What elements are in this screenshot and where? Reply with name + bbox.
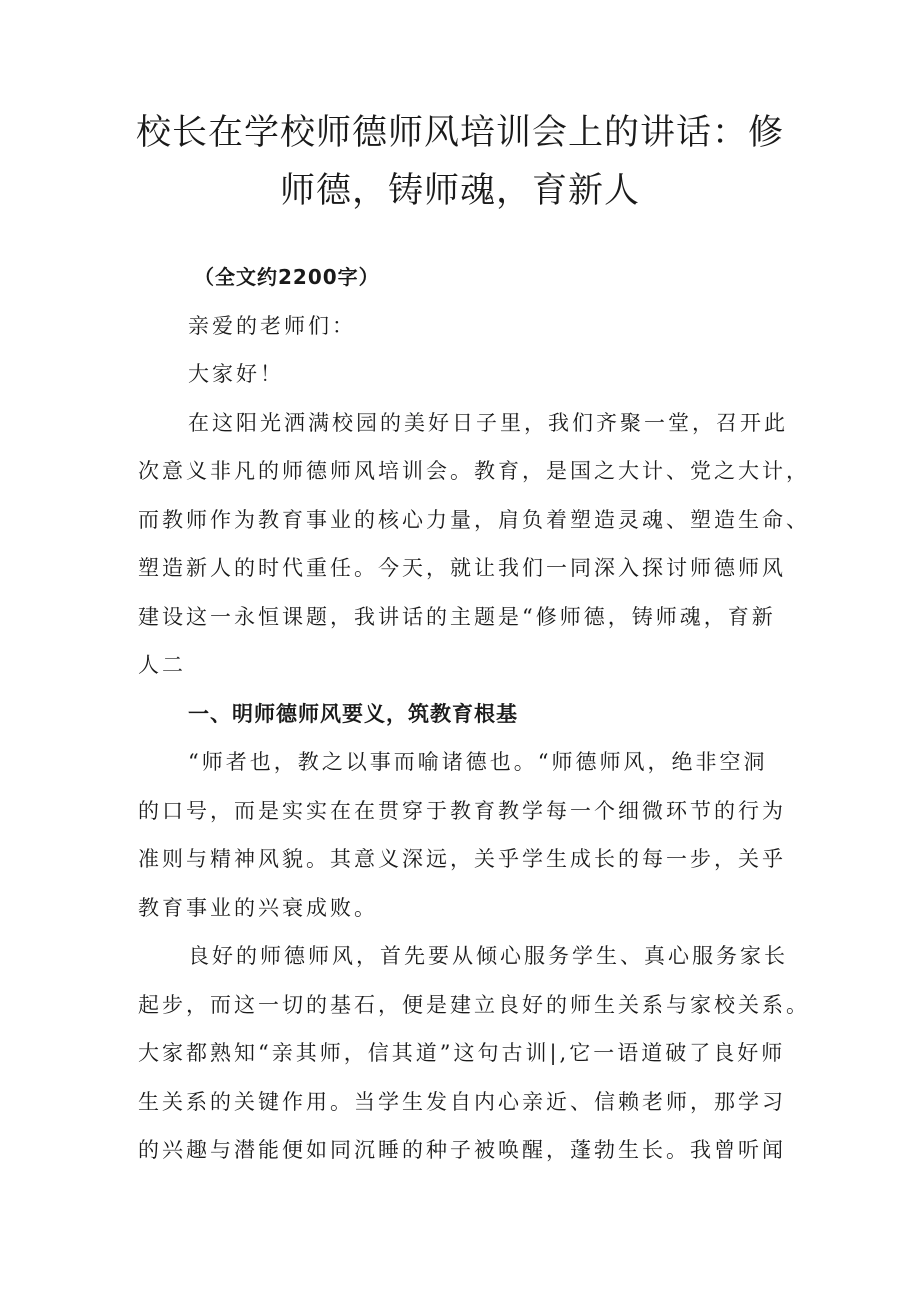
text-line: 而教师作为教育事业的核心力量，肩负着塑造灵魂、塑造生命、	[138, 507, 810, 532]
text-line: 人二	[138, 653, 186, 677]
text-line: 起步，而这一切的基石，便是建立良好的师生关系与家校关系。	[138, 992, 810, 1017]
text-line: 教育事业的兴衰成败。	[138, 895, 378, 920]
text-line: 在这阳光洒满校园的美好日子里，我们齐聚一堂，召开此	[188, 410, 788, 435]
text-line: 良好的师德师风，首先要从倾心服务学生、真心服务家长	[188, 944, 788, 968]
text-line: 的兴趣与潜能便如同沉睡的种子被唤醒，蓬勃生长。我曾听闻	[138, 1138, 786, 1162]
text-line: 次意义非凡的师德师风培训会。教育，是国之大计、党之大计，	[138, 459, 810, 483]
paragraph-section-1a	[138, 738, 786, 932]
paragraph-intro	[138, 399, 810, 690]
title-line: 校长在学校师德师风培训会上的讲话：修	[135, 113, 784, 153]
text-line: 建设这一永恒课题，我讲话的主题是“修师德，铸师魂，育新	[138, 604, 776, 629]
paragraph-section-1b	[138, 932, 810, 1175]
text-line: 的口号，而是实实在在贯穿于教育教学每一个细微环节的行为	[138, 798, 786, 823]
text-line: 准则与精神风貌。其意义深远，关乎学生成长的每一步，关乎	[138, 847, 786, 871]
word-count-note: （全文约2200字）	[194, 265, 380, 289]
section-heading: 一、明师德师风要义，筑教育根基	[188, 701, 518, 726]
text-line: “师者也，教之以事而喻诸德也。“师德师风，绝非空洞	[188, 750, 768, 774]
greeting: 大家好！	[188, 362, 284, 386]
salutation: 亲爱的老师们：	[188, 313, 356, 338]
title-line: 师德，铸师魂，育新人	[279, 171, 640, 211]
document-body	[138, 253, 810, 1175]
text-line: 生关系的关键作用。当学生发自内心亲近、信赖老师，那学习	[138, 1089, 786, 1114]
text-line: 大家都熟知“亲其师，信其道”这句古训|,它一语道破了良好师	[138, 1041, 786, 1065]
document-title	[130, 104, 790, 220]
text-line: 塑造新人的时代重任。今天，就让我们一同深入探讨师德师风	[138, 556, 786, 580]
